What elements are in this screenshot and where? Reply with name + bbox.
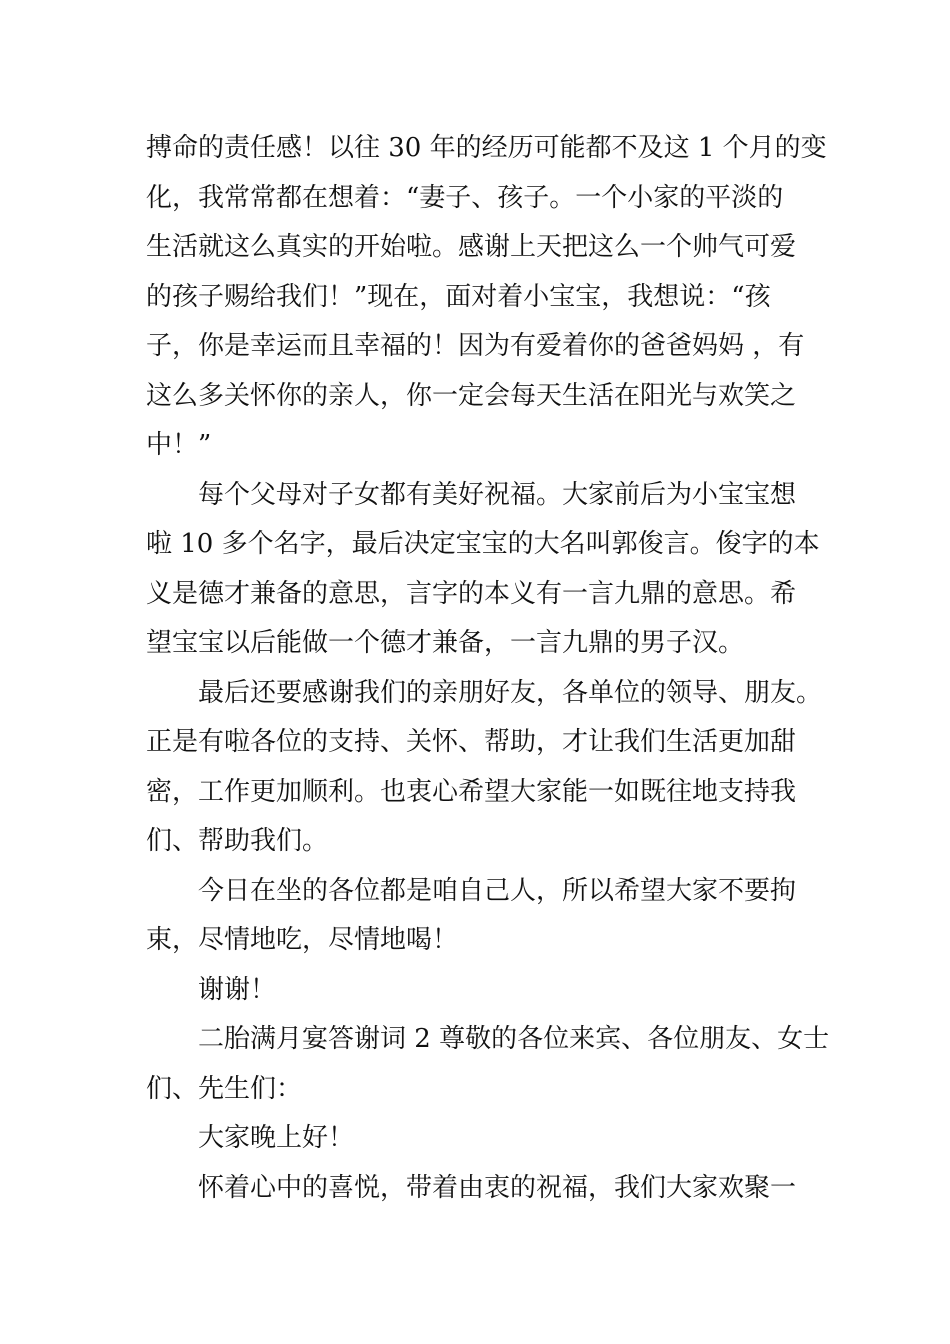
text-line: 这么多关怀你的亲人，你一定会每天生活在阳光与欢笑之 xyxy=(146,380,797,411)
text-line: 谢谢！ xyxy=(198,974,277,1005)
text-line: 束，尽情地吃，尽情地喝！ xyxy=(146,925,459,955)
text-line: 啦 10 多个名字，最后决定宝宝的大名叫郭俊言。俊字的本 xyxy=(146,529,820,559)
text-line: 每个父母对子女都有美好祝福。大家前后为小宝宝想 xyxy=(198,479,797,510)
text-line: 的孩子赐给我们！”现在，面对着小宝宝，我想说：“孩 xyxy=(146,281,771,312)
document-body xyxy=(146,124,830,1213)
text-line: 生活就这么真实的开始啦。感谢上天把这么一个帅气可爱 xyxy=(146,232,797,262)
text-line: 中！” xyxy=(146,430,212,460)
text-line: 义是德才兼备的意思，言字的本义有一言九鼎的意思。希 xyxy=(146,578,797,609)
text-line: 密，工作更加顺利。也衷心希望大家能一如既往地支持我 xyxy=(146,776,797,807)
text-line: 化，我常常都在想着：“妻子、孩子。一个小家的平淡的 xyxy=(146,182,784,213)
text-line: 大家晚上好！ xyxy=(198,1123,355,1153)
text-line: 最后还要感谢我们的亲朋好友，各单位的领导、朋友。 xyxy=(198,677,823,708)
text-line: 们、帮助我们。 xyxy=(146,826,329,856)
text-line: 今日在坐的各位都是咱自己人，所以希望大家不要拘 xyxy=(198,875,797,906)
text-line: 子，你是幸运而且幸福的！因为有爱着你的爸爸妈妈 ，有 xyxy=(146,331,805,361)
text-line: 怀着心中的喜悦，带着由衷的祝福，我们大家欢聚一 xyxy=(198,1172,797,1203)
text-line: 们、先生们： xyxy=(146,1073,303,1104)
text-line: 二胎满月宴答谢词 2 尊敬的各位来宾、各位朋友、女士 xyxy=(198,1024,830,1054)
text-line: 正是有啦各位的支持、关怀、帮助，才让我们生活更加甜 xyxy=(146,727,797,757)
text-line: 望宝宝以后能做一个德才兼备，一言九鼎的男子汉。 xyxy=(146,628,745,658)
text-line: 搏命的责任感！以往 30 年的经历可能都不及这 1 个月的变 xyxy=(146,133,827,163)
